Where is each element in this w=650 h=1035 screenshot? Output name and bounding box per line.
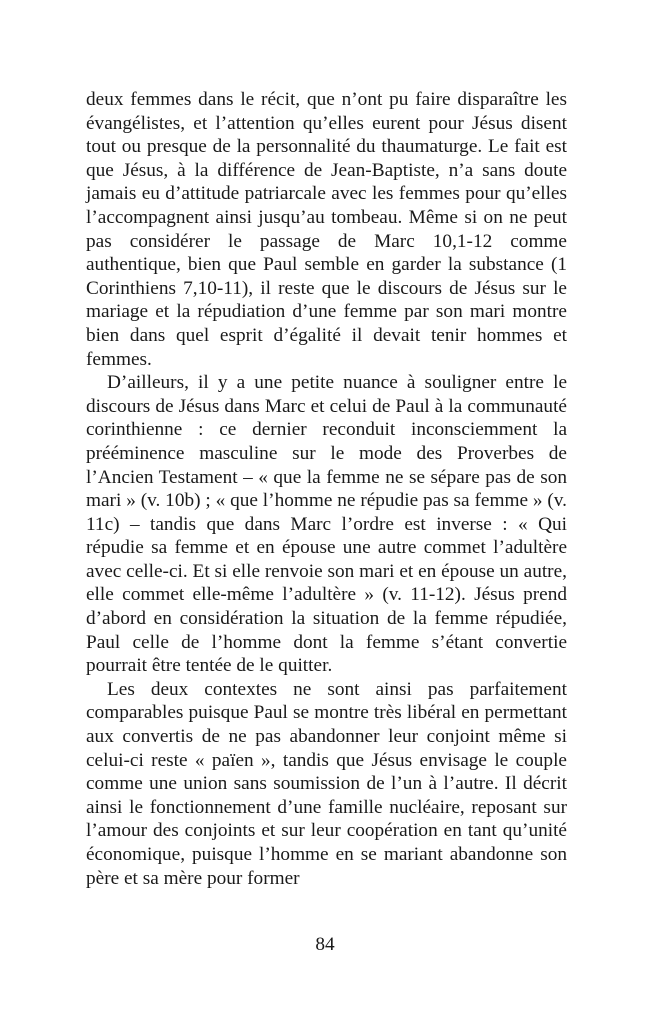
paragraph-3: Les deux contextes ne sont ainsi pas parfaitement comparables puisque Paul se montre très libéral en permettant aux convertis de ne pas abandonner leur conjoint même si celui-ci reste « païen », tandis que Jésus envisage le couple comme une union sans soumission de l’un à l’autre. Il décrit ainsi le fonctionnement d’une famille nucléaire, reposant sur l’amour des conjoints et sur leur coopération en tant qu’unité économique, puisque l’homme en se mariant abandonne son père et sa mère pour former: [86, 678, 567, 889]
page-number: 84: [315, 934, 335, 955]
paragraph-2: D’ailleurs, il y a une petite nuance à souligner entre le discours de Jésus dans Marc et celui de Paul à la communauté corinthienne : ce dernier reconduit inconsciemment la prééminence masculine sur le mode des Proverbes de l’Ancien Testament – « que la femme ne se sépare pas de son mari » (v. 10b) ; « que l’homme ne répudie pas sa femme » (v. 11c) – tandis que dans Marc l’ordre est inverse : « Qui répudie sa femme et en épouse une autre commet l’adultère avec celle-ci. Et si elle renvoie son mari et en épouse un autre, elle commet elle-même l’adultère » (v. 11-12). Jésus prend d’abord en considération la situation de la femme répudiée, Paul celle de l’homme dont la femme s’étant convertie pourrait être tentée de le quitter.: [86, 372, 567, 677]
page-body: [86, 88, 567, 890]
paragraph-1: deux femmes dans le récit, que n’ont pu faire disparaître les évangélistes, et l’attention qu’elles eurent pour Jésus disent tout ou presque de la personnalité du thaumaturge. Le fait est que Jésus, à la différence de Jean-Baptiste, n’a sans doute jamais eu d’attitude patriarcale avec les femmes pour qu’elles l’accompagnent ainsi jusqu’au tombeau. Même si on ne peut pas considérer le passage de Marc 10,1-12 comme authentique, bien que Paul semble en garder la substance (1 Corinthiens 7,10-11), il reste que le discours de Jésus sur le mariage et la répudiation d’une femme par son mari montre bien dans quel esprit d’égalité il devait tenir hommes et femmes.: [86, 89, 567, 370]
